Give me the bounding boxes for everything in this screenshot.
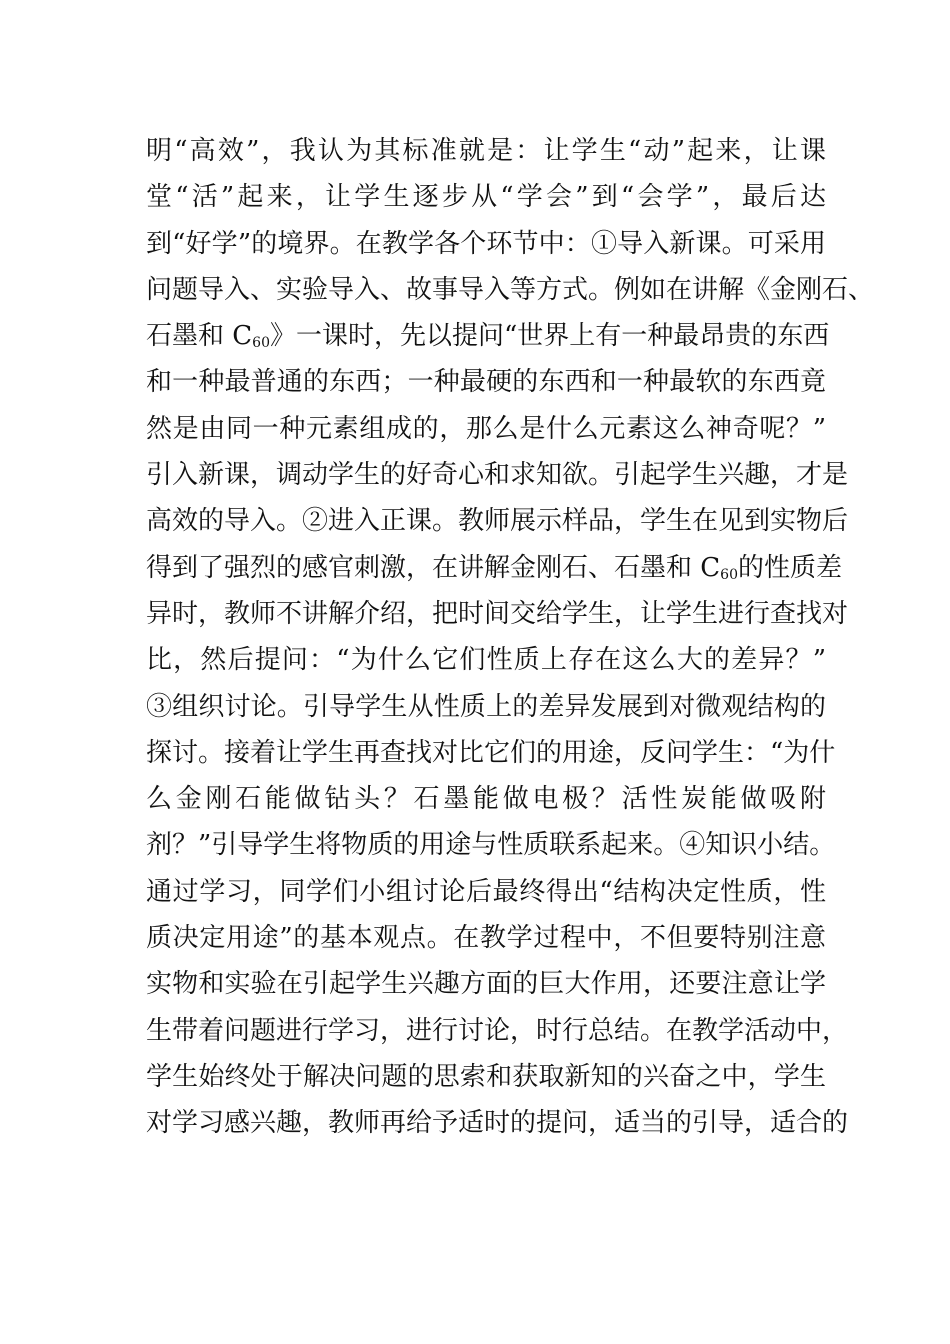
text-line: 和一种最普通的东西；一种最硬的东西和一种最软的东西竟 — [146, 367, 826, 398]
text-line: 生带着问题进行学习，进行讨论，时行总结。在教学活动中， — [146, 1015, 849, 1046]
body-paragraph — [146, 128, 875, 1147]
text-line: 堂“活”起来，让学生逐步从“学会”到“会学”，最后达 — [146, 182, 826, 213]
subscript: 60 — [720, 566, 738, 583]
text-line: 引入新课，调动学生的好奇心和求知欲。引起学生兴趣，才是 — [146, 460, 849, 491]
text-line — [146, 545, 843, 591]
text-line: 实物和实验在引起学生兴趣方面的巨大作用，还要注意让学 — [146, 969, 826, 1000]
text-segment: 石墨和 C — [146, 321, 253, 352]
text-line: 然是由同一种元素组成的，那么是什么元素这么神奇呢？” — [146, 413, 826, 444]
text-line: 到“好学”的境界。在教学各个环节中：①导入新课。可采用 — [146, 228, 826, 259]
text-line: 剂？”引导学生将物质的用途与性质联系起来。④知识小结。 — [146, 830, 836, 861]
text-line: 异时，教师不讲解介绍，把时间交给学生，让学生进行查找对 — [146, 598, 849, 629]
text-line: 学生始终处于解决问题的思索和获取新知的兴奋之中，学生 — [146, 1061, 826, 1092]
subscript: 60 — [252, 335, 270, 352]
text-line: 比，然后提问：“为什么它们性质上存在这么大的差异？” — [146, 645, 826, 676]
text-line: 探讨。接着让学生再查找对比它们的用途，反问学生：“为什 — [146, 737, 836, 768]
text-line — [146, 313, 830, 359]
text-line: 对学习感兴趣，教师再给予适时的提问，适当的引导，适合的 — [146, 1108, 849, 1139]
text-line: 明“高效”，我认为其标准就是：让学生“动”起来，让课 — [146, 136, 826, 166]
text-line: 么金刚石能做钻头？石墨能做电极？活性炭能做吸附 — [146, 784, 826, 815]
text-line: 通过学习，同学们小组讨论后最终得出“结构决定性质，性 — [146, 876, 826, 907]
text-line: 问题导入、实验导入、故事导入等方式。例如在讲解《金刚石、 — [146, 274, 875, 305]
text-line: 高效的导入。②进入正课。教师展示样品，学生在见到实物后 — [146, 506, 849, 537]
text-line: 质决定用途”的基本观点。在教学过程中，不但要特别注意 — [146, 923, 826, 954]
text-segment: 得到了强烈的感官刺激，在讲解金刚石、石墨和 C — [146, 552, 721, 583]
text-segment: 》一课时，先以提问“世界上有一种最昂贵的东西 — [270, 321, 830, 352]
text-line: ③组织讨论。引导学生从性质上的差异发展到对微观结构的 — [146, 691, 826, 722]
text-segment: 的性质差 — [738, 552, 843, 583]
